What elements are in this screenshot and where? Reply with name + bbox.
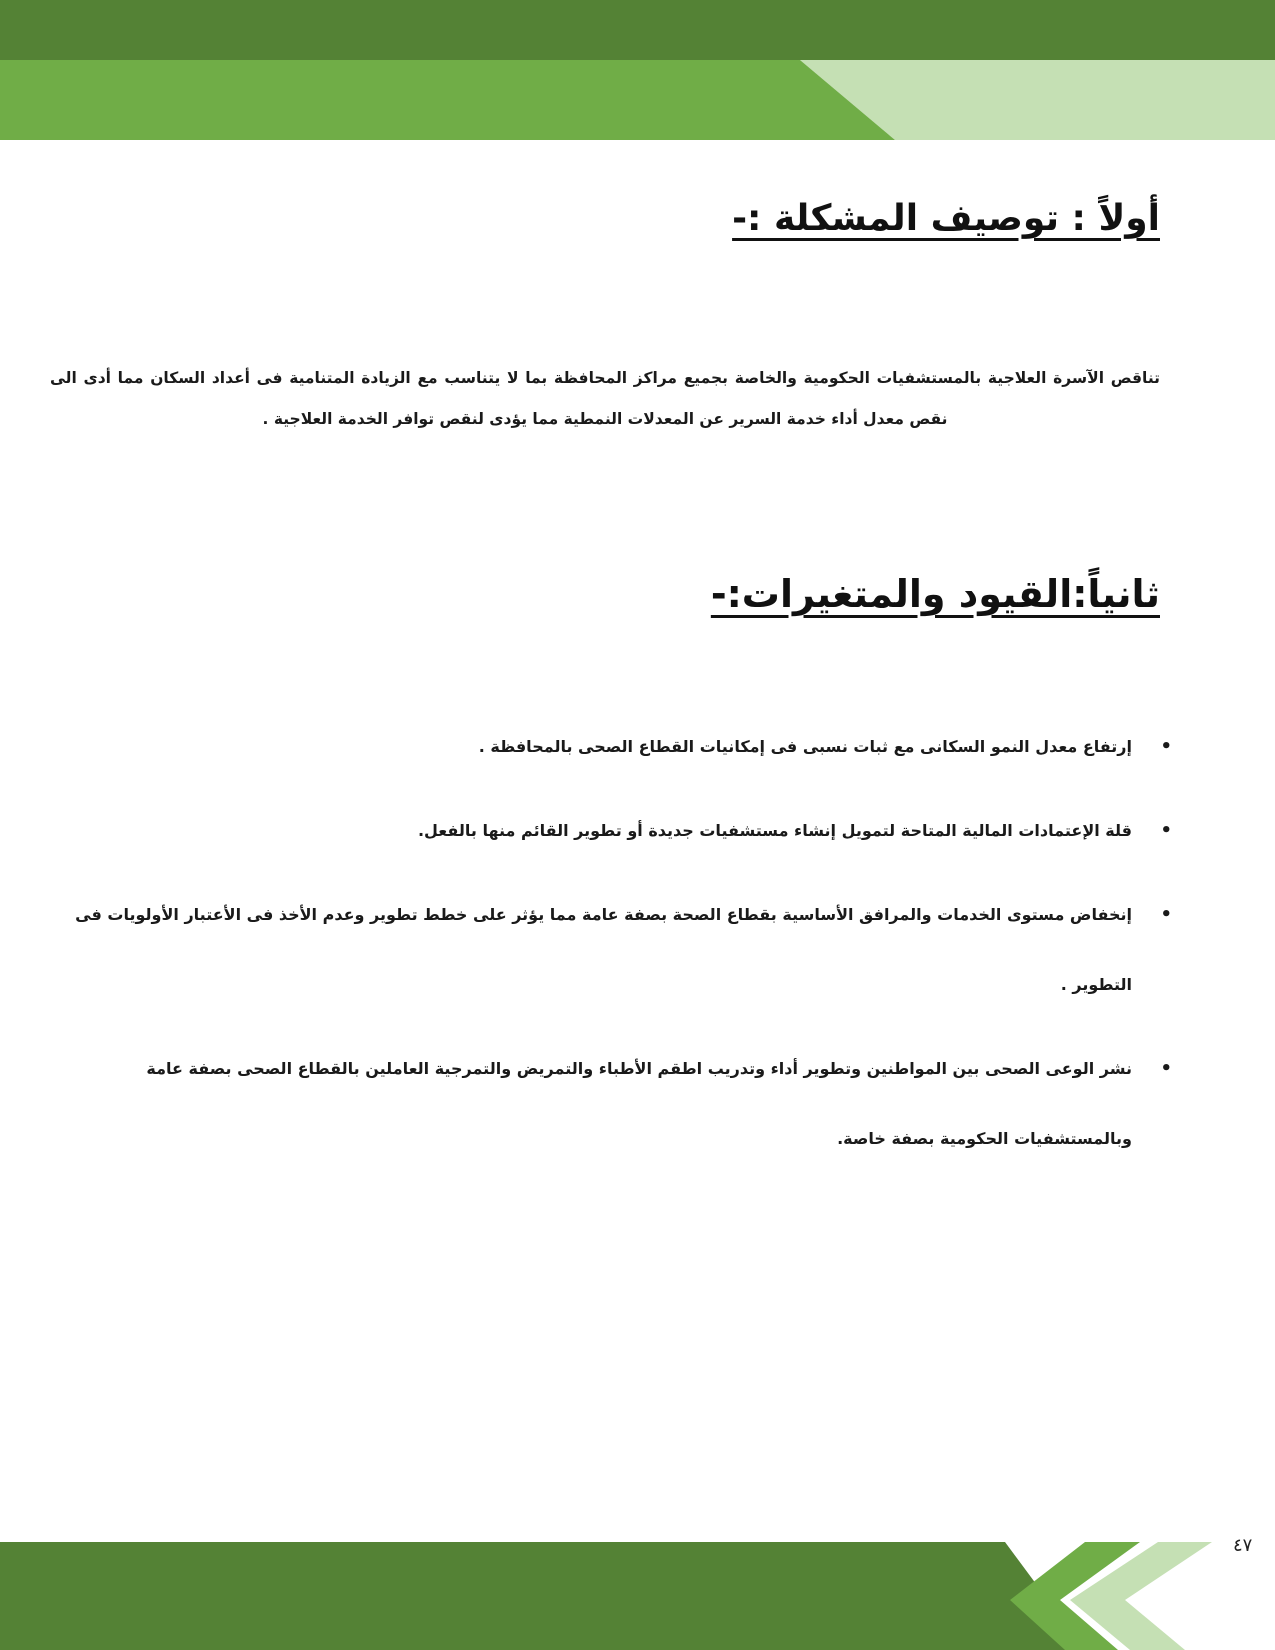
header-mid-green-band: [0, 60, 895, 140]
problem-description: تناقص الآسرة العلاجية بالمستشفيات الحكومية والخاصة بجميع مراكز المحافظة بما لا يتناسب مع الزيادة المتنامية فى أعداد السكان مما أدى الى نقص معدل أداء خدمة السرير عن المعدلات النمطية مما يؤدى لنقص توافر الخدمة العلاجية .: [50, 369, 1160, 428]
list-item: [55, 712, 1172, 782]
list-item-text: إرتفاع معدل النمو السكانى مع ثبات نسبى فى إمكانيات القطاع الصحى بالمحافظة .: [478, 737, 1132, 756]
list-item: [55, 880, 1172, 1020]
list-item-text: قلة الإعتمادات المالية المتاحة لتمويل إنشاء مستشفيات جديدة أو تطوير القائم منها بالفعل.: [417, 821, 1132, 840]
section-heading-problem: أولاً : توصيف المشكلة :-: [732, 198, 1160, 239]
list-item: [55, 1034, 1172, 1174]
footer-chevron-outer: [1070, 1542, 1212, 1650]
bullet-icon: •: [1160, 1058, 1172, 1079]
page-number: ٤٧: [1233, 1535, 1253, 1556]
list-item: [55, 796, 1172, 866]
constraints-list: [55, 712, 1172, 1174]
section-heading-constraints: ثانياً:القيود والمتغيرات:-: [710, 572, 1160, 616]
bullet-icon: •: [1160, 904, 1172, 925]
bullet-icon: •: [1160, 736, 1172, 757]
list-item-text: نشر الوعى الصحى بين المواطنين وتطوير أداء وتدريب اطقم الأطباء والتمريض والتمرجية العاملين بالقطاع الصحى بصفة عامة وبالمستشفيات الحكومية بصفة خاصة.: [146, 1059, 1132, 1148]
footer-chevron-inner: [1010, 1542, 1140, 1650]
bullet-icon: •: [1160, 820, 1172, 841]
header-banner: [0, 0, 1275, 140]
header-dark-green-band: [0, 0, 1275, 60]
list-item-text: إنخفاض مستوى الخدمات والمرافق الأساسية بقطاع الصحة بصفة عامة مما يؤثر على خطط تطوير وعدم الأخذ فى الأعتبار الأولويات فى التطوير .: [75, 905, 1132, 994]
footer-dark-green-band: [0, 1542, 1085, 1650]
